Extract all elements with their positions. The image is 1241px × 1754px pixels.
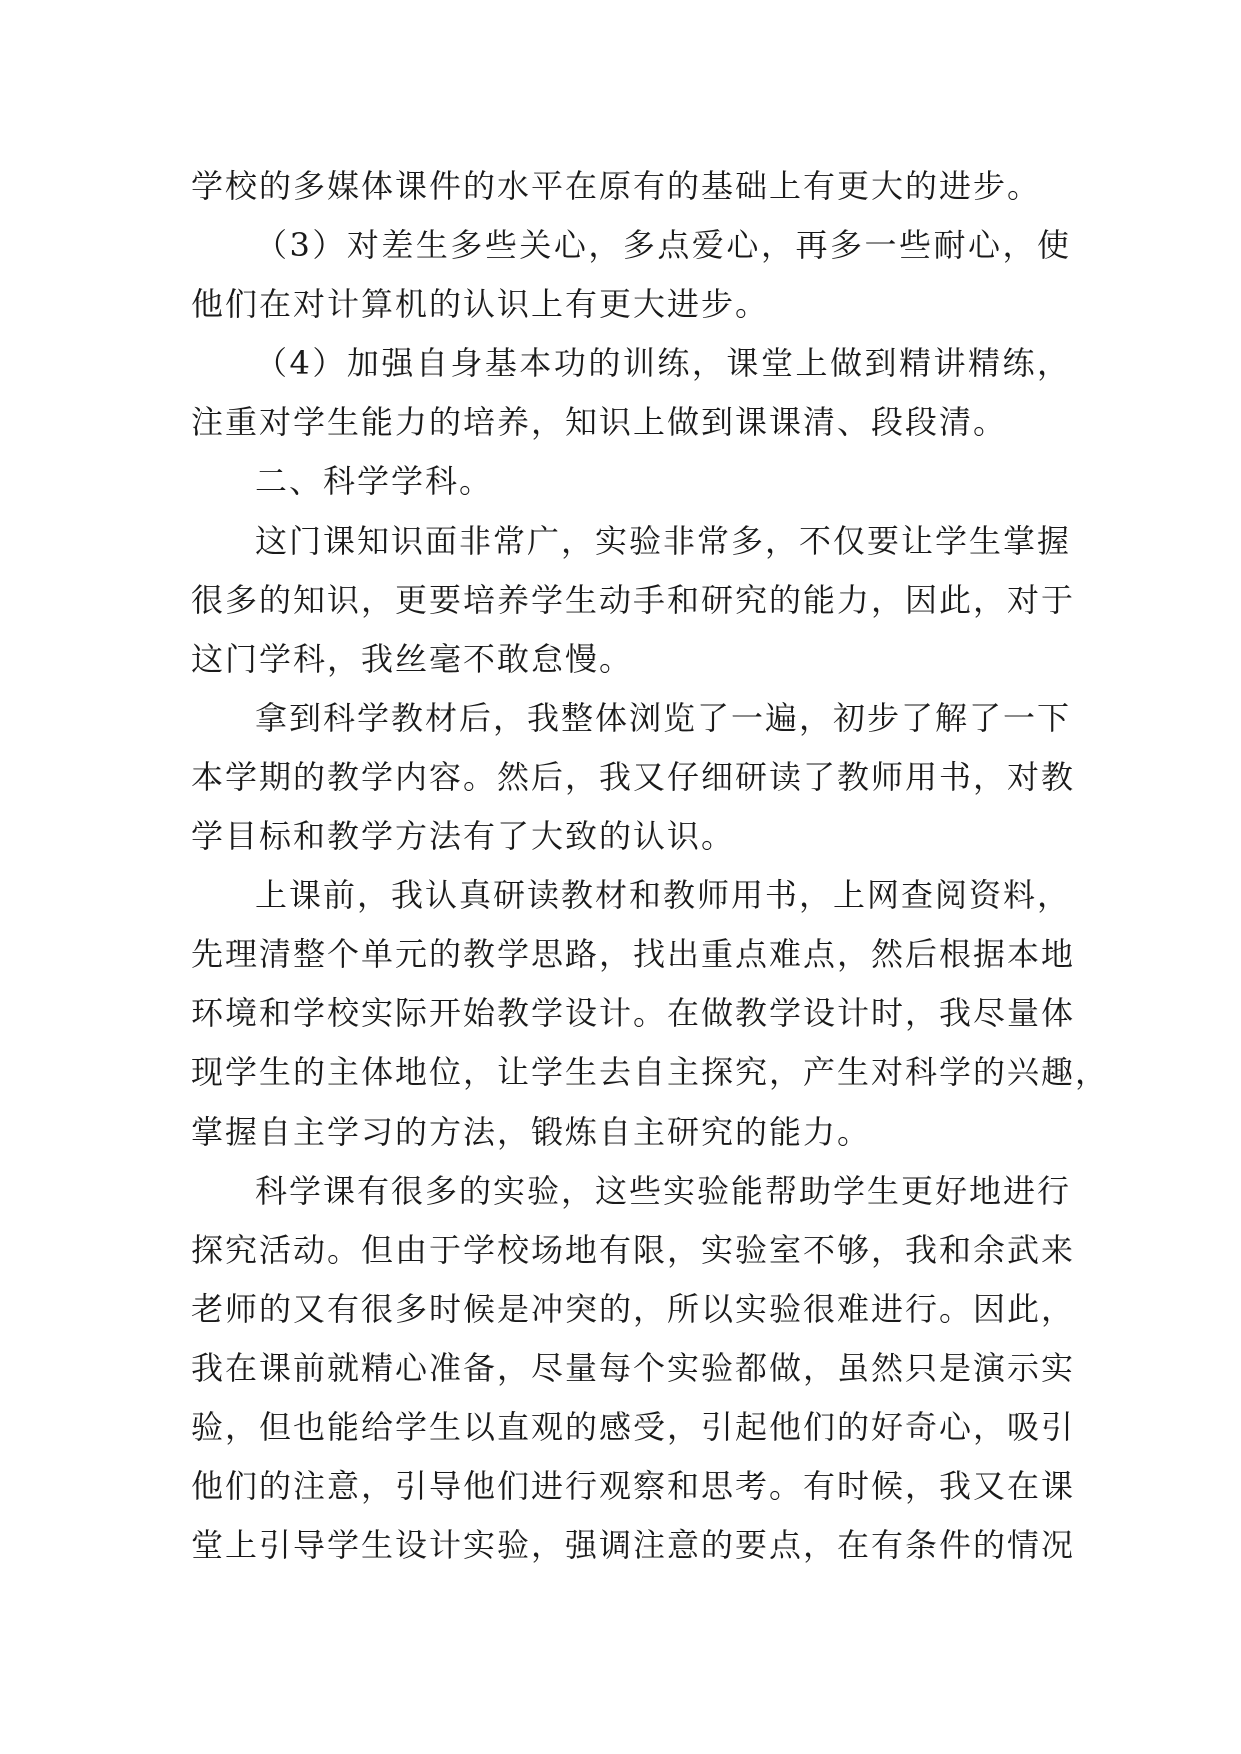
text-line: 本学期的教学内容。然后，我又仔细研读了教师用书，对教 xyxy=(191,757,1076,796)
text-line: 老师的又有很多时候是冲突的，所以实验很难进行。因此， xyxy=(191,1289,1076,1328)
text-line: 我在课前就精心准备，尽量每个实验都做，虽然只是演示实 xyxy=(191,1348,1076,1387)
text-line: 现学生的主体地位，让学生去自主探究，产生对科学的兴趣， xyxy=(191,1053,1110,1092)
text-line: 科学课有很多的实验，这些实验能帮助学生更好地进行 xyxy=(255,1171,1072,1210)
text-line: 学校的多媒体课件的水平在原有的基础上有更大的进步。 xyxy=(191,167,1042,205)
text-line: （4）加强自身基本功的训练，课堂上做到精讲精练， xyxy=(255,344,1071,383)
text-line: 先理清整个单元的教学思路，找出重点难点，然后根据本地 xyxy=(191,935,1076,974)
text-line: 堂上引导学生设计实验，强调注意的要点，在有条件的情况 xyxy=(191,1526,1076,1565)
text-line: 他们在对计算机的认识上有更大进步。 xyxy=(191,285,770,324)
text-line: 验，但也能给学生以直观的感受，引起他们的好奇心，吸引 xyxy=(191,1407,1076,1446)
text-line: 这门课知识面非常广，实验非常多，不仅要让学生掌握 xyxy=(255,521,1072,560)
section-heading: 二、科学学科。 xyxy=(255,462,494,501)
text-line: 很多的知识，更要培养学生动手和研究的能力，因此，对于 xyxy=(191,580,1076,619)
text-line: 这门学科，我丝毫不敢怠慢。 xyxy=(191,639,634,678)
text-line: 环境和学校实际开始教学设计。在做教学设计时，我尽量体 xyxy=(191,994,1076,1033)
text-line: 学目标和教学方法有了大致的认识。 xyxy=(191,817,736,856)
text-line: 拿到科学教材后，我整体浏览了一遍，初步了解了一下 xyxy=(255,698,1072,737)
text-line: 上课前，我认真研读教材和教师用书，上网查阅资料， xyxy=(255,876,1072,915)
text-line: 他们的注意，引导他们进行观察和思考。有时候，我又在课 xyxy=(191,1467,1076,1506)
text-line: 探究活动。但由于学校场地有限，实验室不够，我和余武来 xyxy=(191,1230,1076,1269)
text-line: （3）对差生多些关心，多点爱心，再多一些耐心，使 xyxy=(255,226,1071,265)
text-line: 注重对学生能力的培养，知识上做到课课清、段段清。 xyxy=(191,403,1008,442)
text-line: 掌握自主学习的方法，锻炼自主研究的能力。 xyxy=(191,1112,872,1151)
document-body xyxy=(191,157,1110,1575)
